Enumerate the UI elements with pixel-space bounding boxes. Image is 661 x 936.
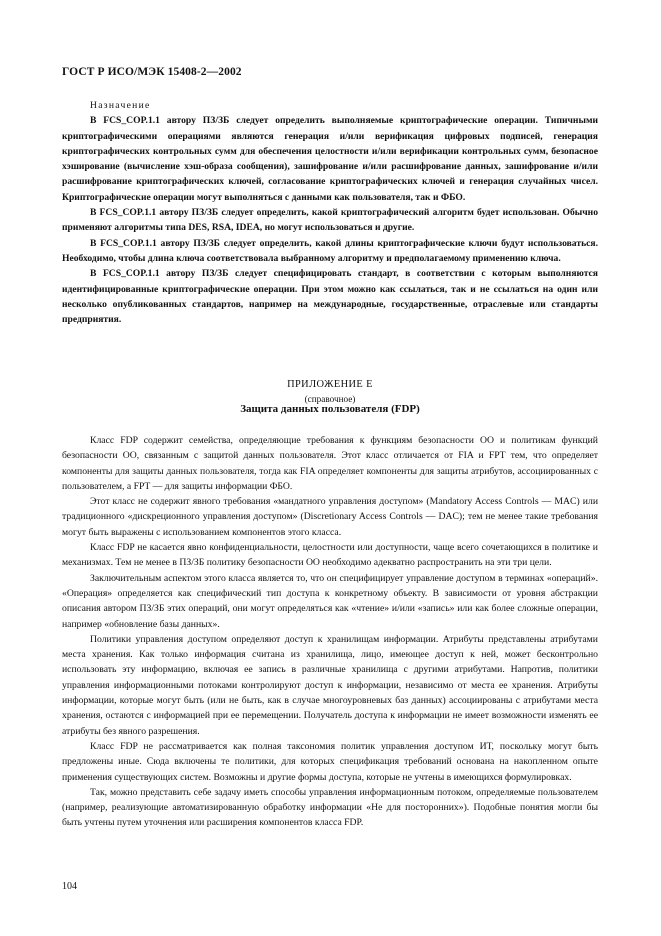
section-paragraph-1: Класс FDP содержит семейства, определяющие требования к функциям безопасности ОО и политикам функций безопасности ОО, связанным с защитой данных пользователя. Этот класс отличается от FIA и FPT тем, что определяет компоненты для защиты данных пользователя, тогда как FIA определяет компоненты для защиты атрибутов, ассоциированных с пользователем, а FPT — для защиты информации ФБО. (62, 435, 598, 492)
annex-title: ПРИЛОЖЕНИЕ Е (287, 379, 373, 390)
section-paragraph-3: Класс FDP не касается явно конфиденциальности, целостности или доступности, чаще всего сочетающихся в политике и механизмах. Тем не менее в ПЗ/ЗБ политику безопасности ОО необходимо адекватно распространить на эти три цели. (62, 542, 598, 569)
document-header: ГОСТ Р ИСО/МЭК 15408-2—2002 (62, 66, 242, 78)
section-paragraph-7: Так, можно представить себе задачу иметь способы управления информационным потоком, определяемые пользователем (например, реализующие автоматизированную обработку информации «Не для посторонних»). Подобные понятия могли бы быть учтены путем уточнения или расширения компонентов класса FDP. (62, 786, 598, 829)
page-number: 104 (62, 881, 77, 892)
section-body (62, 433, 598, 831)
annex-heading (62, 378, 598, 406)
section-paragraph-5: Политики управления доступом определяют доступ к хранилищам информации. Атрибуты представлены атрибутами места хранения. Как только информация считана из хранилища, лицо, имеющее доступ к ней, может бесконтрольно использовать эту информацию, включая ее запись в различные хранилища с другими атрибутами. Напротив, политики управления информационными потоками контролируют доступ к информации, независимо от места ее хранения. Атрибуты информации, которые могут быть (или не быть, как в случае многоуровневых баз данных) ассоциированы с атрибутами места хранения, остаются с информацией при ее перемещении. Получатель доступа к информации не имеет возможности изменять ее атрибуты без явного разрешения. (62, 633, 598, 737)
purpose-paragraph-3: В FCS_COP.1.1 автору ПЗ/ЗБ следует определить, какой длины криптографические ключи будут использоваться. Необходимо, чтобы длина ключа соответствовала выбранному алгоритму и предполагаемому применению ключа. (62, 237, 598, 264)
annex-subtitle: (справочное) (304, 394, 356, 404)
purpose-paragraph-1: В FCS_COP.1.1 автору ПЗ/ЗБ следует определить выполняемые криптографические операции. Типичными криптографическими операциями являются генерация и/или верификация цифровых подписей, генерация криптографических контрольных сумм для обеспечения целостности и/или верификации контрольных сумм, безопасное хэширование (вычисление хэш-образа сообщения), зашифрование и/или расшифрование данных, зашифрование и/или расшифрование криптографических ключей, согласование криптографических ключей и генерация случайных чисел. Криптографические операции могут выполняться с данными как пользователя, так и ФБО. (62, 115, 598, 203)
section-paragraph-2: Этот класс не содержит явного требования «мандатного управления доступом» (Mandatory Access Controls — MAC) или традиционного «дискреционного управления доступом» (Discretionary Access Controls — DAC); тем не менее такие требования могут быть выражены с использованием компонентов этого класса. (62, 496, 598, 538)
purpose-paragraph-2: В FCS_COP.1.1 автору ПЗ/ЗБ следует определить, какой криптографический алгоритм будет использован. Обычно применяют алгоритмы типа DES, RSA, IDEA, но могут использоваться и другие. (62, 207, 598, 234)
purpose-paragraph-4: В FCS_COP.1.1 автору ПЗ/ЗБ следует специфицировать стандарт, в соответствии с которым выполняются идентифицированные криптографические операции. При этом можно как ссылаться, так и не ссылаться на один или несколько опубликованных стандартов, например на международные, государственные, отраслевые или стандарты предприятия. (62, 268, 598, 326)
section-title: Защита данных пользователя (FDP) (240, 403, 420, 415)
section-paragraph-4: Заключительным аспектом этого класса является то, что он специфицирует управление доступом в терминах «операций». «Операция» определяется как специфический тип доступа к конкретному объекту. В зависимости от уровня абстракции описания автором ПЗ/ЗБ этих операций, они могут определяться как «чтение» и/или «запись» или как более сложные операции, например «обновление базы данных». (62, 572, 598, 630)
purpose-section (62, 98, 598, 327)
purpose-heading: Назначение (90, 100, 151, 111)
section-paragraph-6: Класс FDP не рассматривается как полная таксономия политик управления доступом ИТ, поскольку могут быть предложены иные. Сюда включены те политики, для которых спецификация требований основана на накопленном опыте применения существующих систем. Возможны и другие формы доступа, которые не учтены в имеющихся формулировках. (62, 740, 598, 783)
